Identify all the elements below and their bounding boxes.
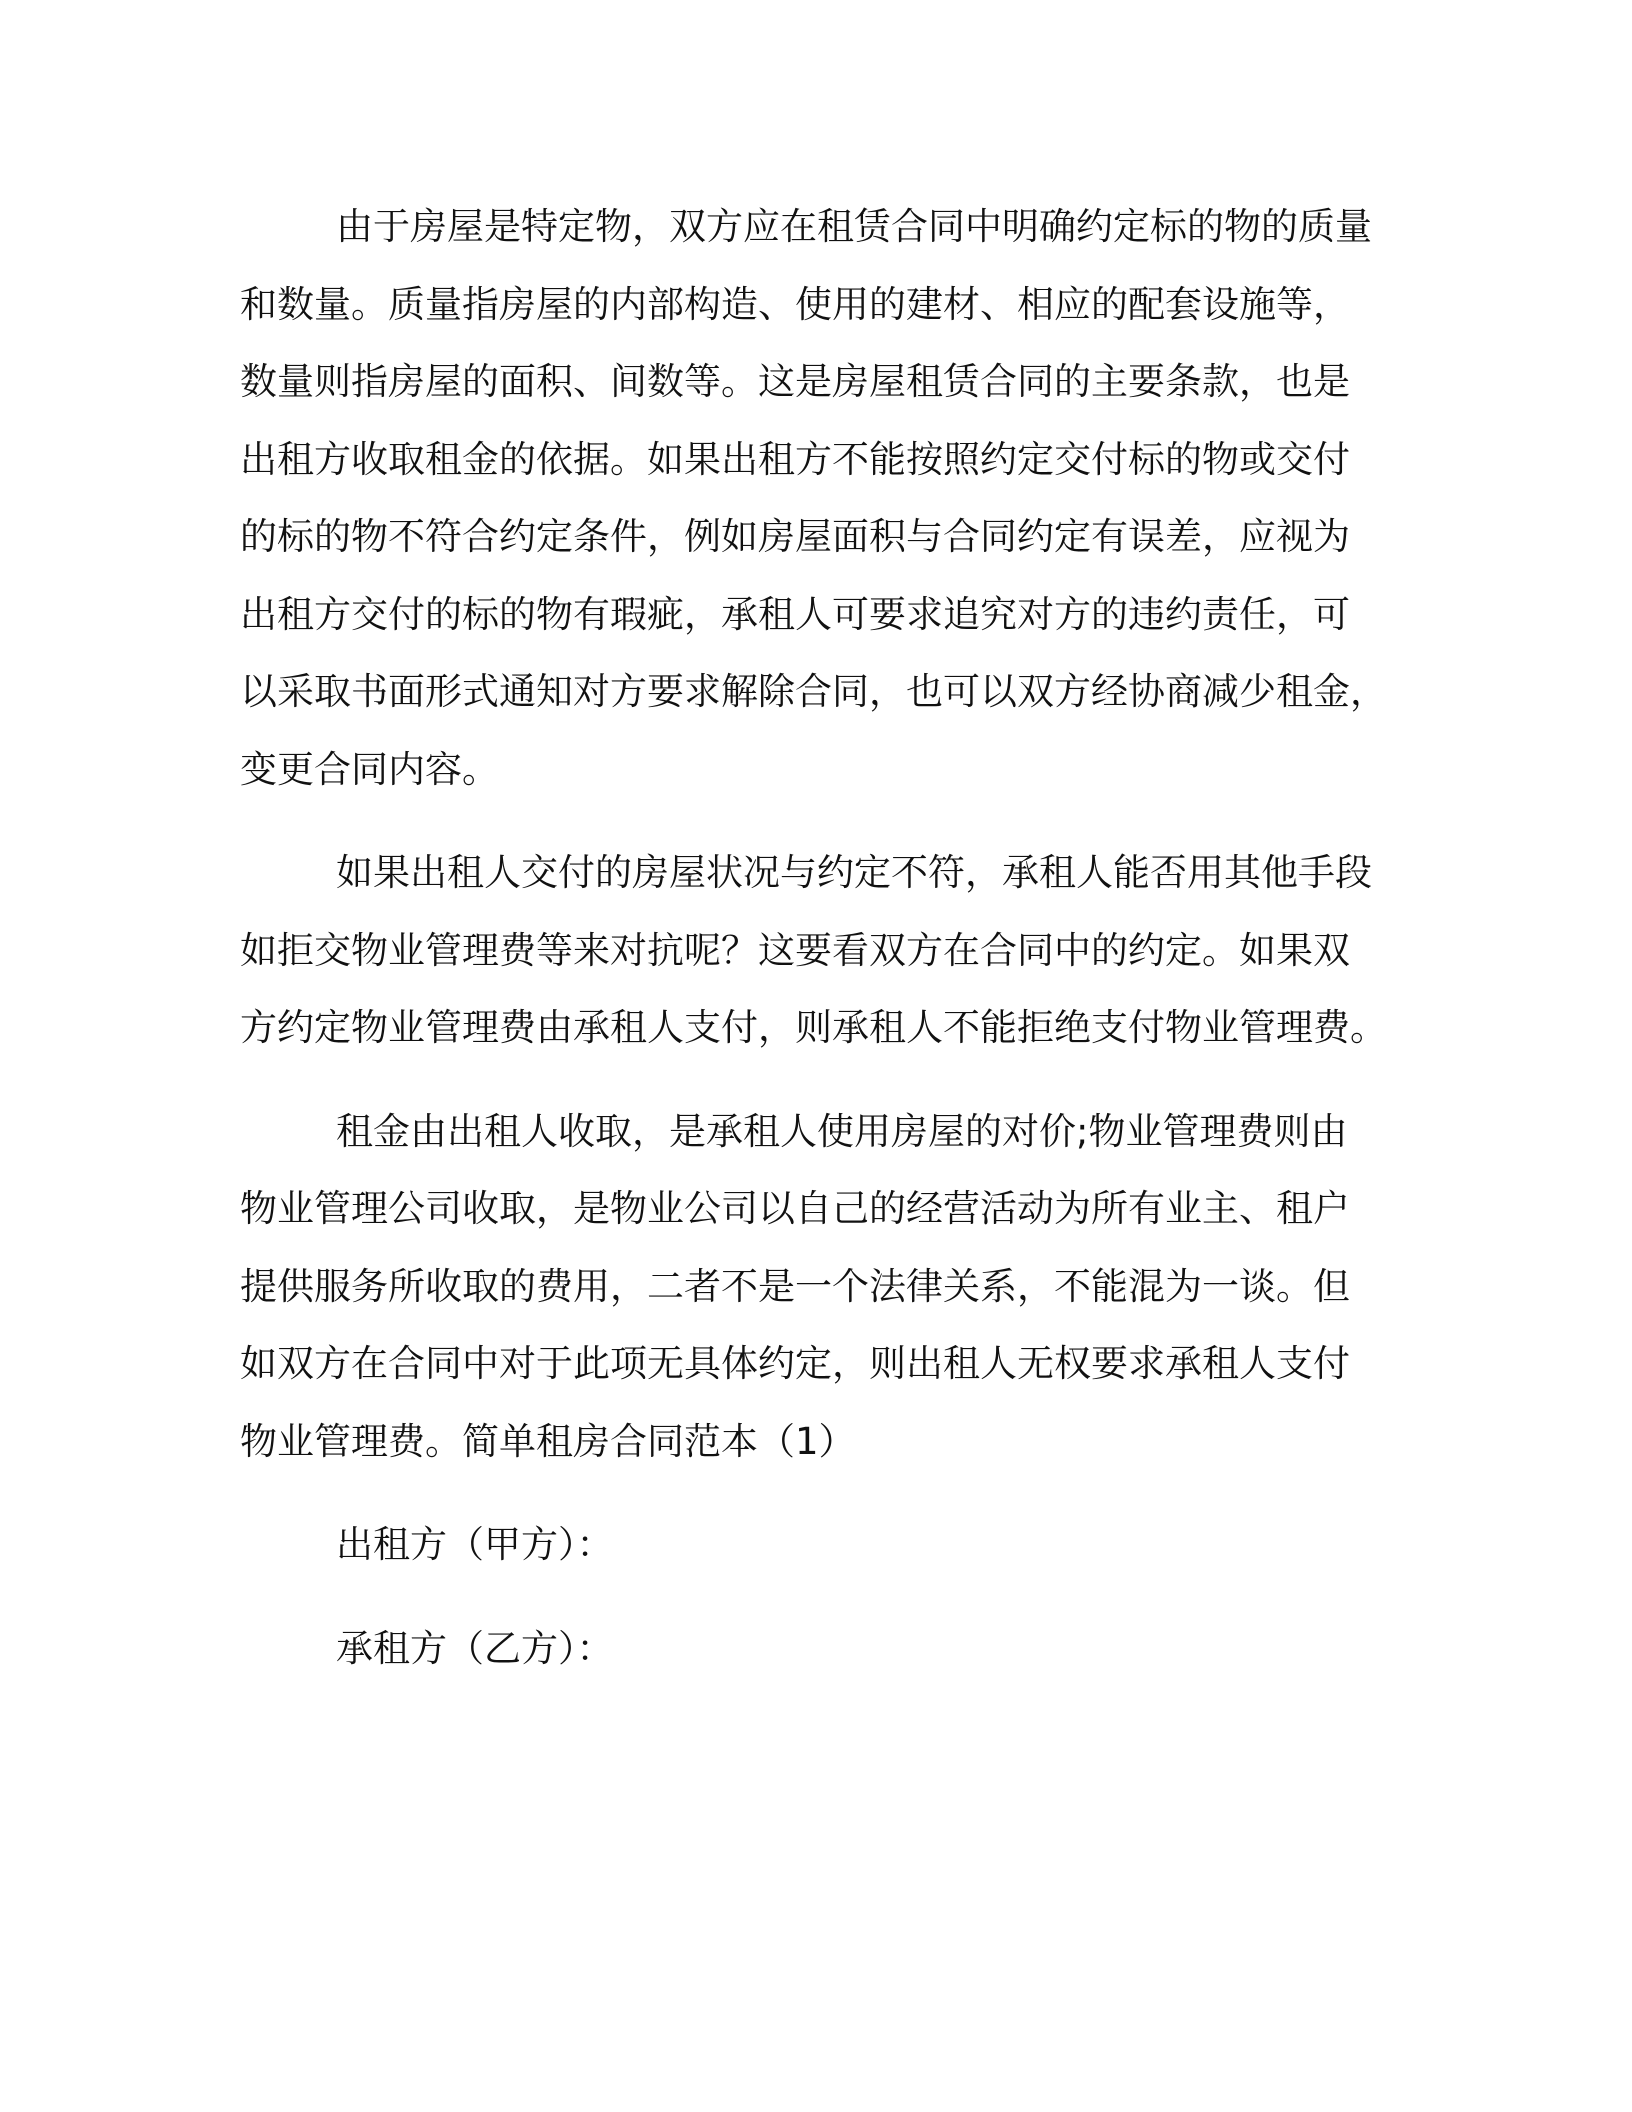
paragraph-subject-matter — [240, 188, 1390, 808]
paragraph-line: 物业管理费。简单租房合同范本（1） — [240, 1419, 856, 1463]
paragraph-line: 由于房屋是特定物，双方应在租赁合同中明确约定标的物的质量 — [336, 205, 1372, 248]
paragraph-line: 的标的物不符合约定条件，例如房屋面积与合同约定有误差，应视为 — [240, 515, 1350, 558]
paragraph-line: 出租方收取租金的依据。如果出租方不能按照约定交付标的物或交付 — [240, 437, 1350, 481]
lessee-field-label: 承租方（乙方）： — [336, 1626, 614, 1670]
paragraph-rent-vs-fee — [240, 1093, 1390, 1481]
paragraph-line: 如双方在合同中对于此项无具体约定，则出租人无权要求承租人支付 — [240, 1342, 1350, 1385]
paragraph-line: 提供服务所收取的费用，二者不是一个法律关系，不能混为一谈。但 — [240, 1264, 1350, 1308]
paragraph-line: 物业管理公司收取，是物业公司以自己的经营活动为所有业主、租户 — [240, 1187, 1350, 1230]
paragraph-line: 如果出租人交付的房屋状况与约定不符，承租人能否用其他手段 — [336, 851, 1372, 894]
lessor-field-label: 出租方（甲方）： — [336, 1523, 614, 1566]
paragraph-line: 如拒交物业管理费等来对抗呢？这要看双方在合同中的约定。如果双 — [240, 928, 1350, 972]
paragraph-line: 数量则指房屋的面积、间数等。这是房屋租赁合同的主要条款，也是 — [240, 360, 1350, 403]
paragraph-line: 以采取书面形式通知对方要求解除合同，也可以双方经协商减少租金， — [240, 670, 1387, 713]
paragraph-line: 和数量。质量指房屋的内部构造、使用的建材、相应的配套设施等， — [240, 282, 1350, 326]
paragraph-line: 变更合同内容。 — [240, 747, 499, 791]
paragraph-property-fee-dispute — [240, 834, 1390, 1067]
paragraph-line: 出租方交付的标的物有瑕疵，承租人可要求追究对方的违约责任，可 — [240, 592, 1350, 636]
paragraph-line: 方约定物业管理费由承租人支付，则承租人不能拒绝支付物业管理费。 — [240, 1006, 1387, 1049]
paragraph-line: 租金由出租人收取，是承租人使用房屋的对价;物业管理费则由 — [336, 1109, 1348, 1153]
document-body — [240, 188, 1390, 1687]
